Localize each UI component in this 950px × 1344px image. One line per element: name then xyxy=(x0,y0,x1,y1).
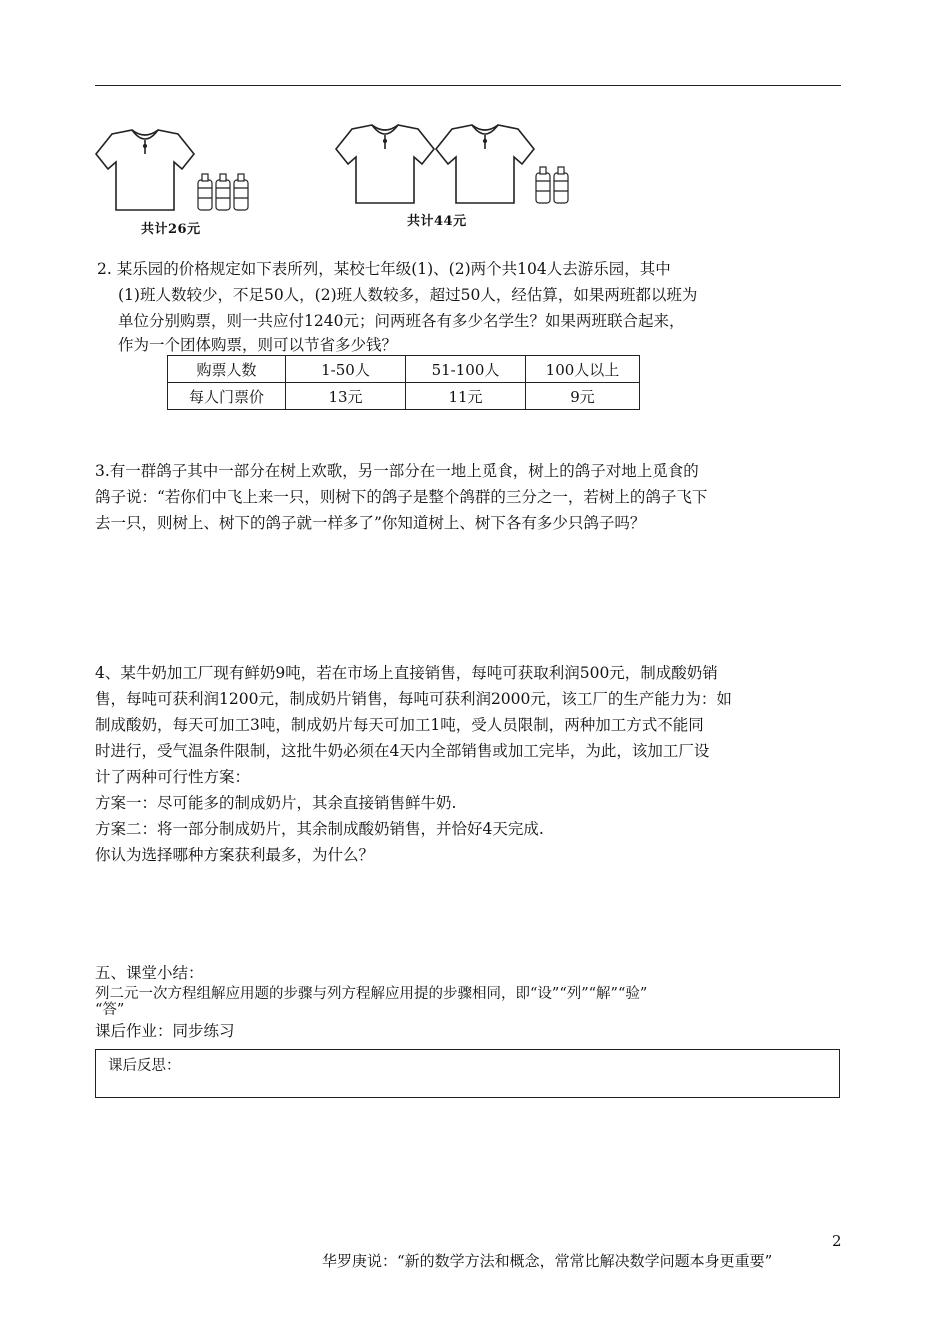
table-row xyxy=(168,383,640,410)
shirt-icon xyxy=(96,130,194,210)
question-3-line-1: 3.有一群鸽子其中一部分在树上欢歌，另一部分在一地上觅食，树上的鸽子对地上觅食的 xyxy=(95,462,699,480)
table-cell: 1-50人 xyxy=(286,356,406,383)
table-cell: 每人门票价 xyxy=(168,383,286,410)
shirt-icon xyxy=(336,125,434,203)
reflection-label: 课后反思： xyxy=(108,1058,181,1074)
table-cell: 11元 xyxy=(406,383,526,410)
homework-line: 课后作业：同步练习 xyxy=(95,1022,235,1040)
question-2-line-1: 2. 某乐园的价格规定如下表所列，某校七年级(1)、(2)两个共104人去游乐园，其中 xyxy=(97,260,671,278)
summary-line-1: 列二元一次方程组解应用题的步骤与列方程解应用提的步骤相同，即“设”“列”“解”“验” xyxy=(95,986,648,1002)
bottle-icon xyxy=(536,167,568,203)
bottle-icon xyxy=(198,174,248,210)
ticket-price-table xyxy=(167,355,640,410)
table-row xyxy=(168,356,640,383)
table-cell: 100人以上 xyxy=(526,356,640,383)
page-number: 2 xyxy=(832,1232,842,1250)
question-2-line-3: 单位分别购票，则一共应付1240元；问两班各有多少名学生？如果两班联合起来， xyxy=(118,312,685,330)
question-4-line-3: 制成酸奶，每天可加工3吨，制成奶片每天可加工1吨，受人员限制，两种加工方式不能同 xyxy=(95,716,704,734)
footer-quote: 华罗庚说：“新的数学方法和概念，常常比解决数学问题本身更重要” xyxy=(322,1252,773,1270)
two-shirts-and-two-drinks-illustration xyxy=(334,119,574,211)
shirt-icon xyxy=(436,125,534,203)
question-4-plan-1: 方案一：尽可能多的制成奶片，其余直接销售鲜牛奶. xyxy=(95,794,457,812)
question-3-line-2: 鸽子说：“若你们中飞上来一只，则树下的鸽子是整个鸽群的三分之一，若树上的鸽子飞下 xyxy=(95,488,708,506)
reflection-box xyxy=(95,1049,840,1098)
question-4-line-2: 售，每吨可获利润1200元，制成奶片销售，每吨可获利润2000元，该工厂的生产能力为：如 xyxy=(95,690,732,708)
header-rule xyxy=(95,85,841,86)
question-4-line-1: 4、某牛奶加工厂现有鲜奶9吨，若在市场上直接销售，每吨可获取利润500元，制成酸奶销 xyxy=(95,664,718,682)
question-4-plan-2: 方案二：将一部分制成奶片，其余制成酸奶销售，并恰好4天完成. xyxy=(95,820,544,838)
summary-heading: 五、课堂小结： xyxy=(95,964,204,982)
question-4-line-4: 时进行，受气温条件限制，这批牛奶必须在4天内全部销售或加工完毕，为此，该加工厂设 xyxy=(95,742,710,760)
question-3-line-3: 去一只，则树上、树下的鸽子就一样多了”你知道树上、树下各有多少只鸽子吗？ xyxy=(95,514,646,532)
table-cell: 51-100人 xyxy=(406,356,526,383)
question-4-question: 你认为选择哪种方案获利最多，为什么？ xyxy=(95,846,375,864)
question-2-line-2: (1)班人数较少，不足50人，(2)班人数较多，超过50人，经估算，如果两班都以班为 xyxy=(118,286,698,304)
table-cell: 购票人数 xyxy=(168,356,286,383)
summary-line-2: “答” xyxy=(95,1002,125,1018)
right-price-caption: 共计44元 xyxy=(407,214,467,229)
question-2-line-4: 作为一个团体购票，则可以节省多少钱？ xyxy=(118,336,398,354)
question-4-line-5: 计了两种可行性方案： xyxy=(95,768,251,786)
table-cell: 13元 xyxy=(286,383,406,410)
table-cell: 9元 xyxy=(526,383,640,410)
left-price-caption: 共计26元 xyxy=(141,222,201,237)
shirt-and-three-drinks-illustration xyxy=(94,124,254,216)
